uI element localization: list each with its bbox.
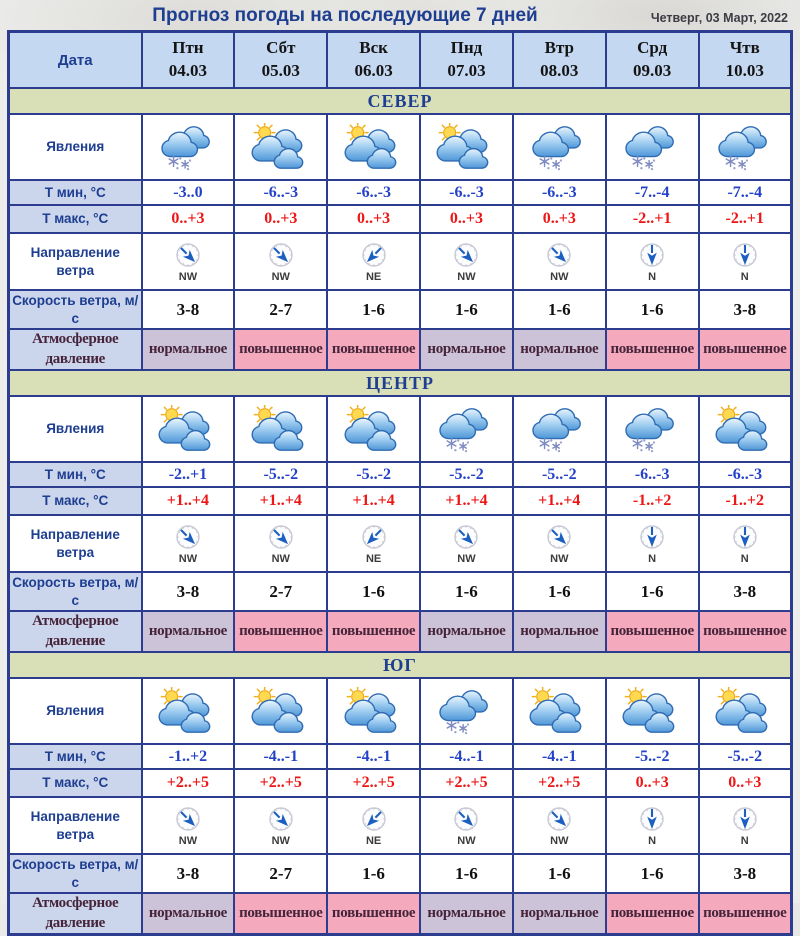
temp-max-value: +2..+5 [142,769,235,797]
wind-speed-value: 3-8 [142,572,235,611]
wind-speed-value: 1-6 [420,854,513,893]
day-column-header [606,32,699,89]
phenomena-cell [699,114,792,180]
wind-direction-cell [420,515,513,572]
temp-min-value: -6..-3 [234,180,327,205]
wind-speed-value: 1-6 [420,290,513,329]
wind-direction-label: NE [365,271,382,283]
phenomena-cell [513,114,606,180]
temp-max-value: +2..+5 [327,769,420,797]
sun-clouds-icon [714,687,776,735]
snow-cloud-icon [528,121,590,173]
wind-direction-label: NE [365,835,382,847]
wind-direction-cell [142,233,235,290]
sun-clouds-icon [343,687,405,735]
temp-min-value: -4..-1 [327,744,420,769]
wind-direction-label: NW [550,553,569,565]
wind-direction-label: NW [178,835,198,847]
row-label-tmax: Т макс, °С [9,769,142,797]
phenomena-cell [420,396,513,462]
table-row [9,893,792,935]
wind-speed-value: 3-8 [699,854,792,893]
wind-direction-compass-icon [266,804,296,834]
wind-direction-compass-icon [266,522,296,552]
wind-direction-cell [699,797,792,854]
wind-direction-cell [606,233,699,290]
table-row [9,396,792,462]
sun-clouds-icon [714,405,776,453]
wind-direction-compass-icon [544,804,574,834]
wind-direction-label: N [648,271,657,283]
phenomena-cell [327,396,420,462]
pressure-value: повышенное [699,611,792,652]
table-row [9,797,792,854]
day-date: 07.03 [447,61,486,80]
wind-direction-cell [327,797,420,854]
pressure-value: повышенное [699,329,792,370]
wind-speed-value: 2-7 [234,290,327,329]
wind-direction-label: NW [271,271,290,283]
wind-direction-compass-icon [173,804,203,834]
row-label-wind_dir: Направление ветра [9,797,142,854]
wind-direction-label: NW [457,553,476,565]
temp-min-value: -7..-4 [699,180,792,205]
wind-direction-label: NW [457,271,476,283]
section-header-row [9,370,792,396]
snow-cloud-icon [435,403,497,455]
pressure-value: нормальное [513,329,606,370]
wind-speed-value: 2-7 [234,572,327,611]
pressure-value: нормальное [513,611,606,652]
day-date: 09.03 [633,61,672,80]
temp-min-value: -5..-2 [234,462,327,487]
snow-cloud-icon [528,403,590,455]
table-row [9,515,792,572]
wind-direction-compass-icon [544,240,574,270]
table-row [9,678,792,744]
wind-direction-compass-icon [359,804,389,834]
date-header-row [9,32,792,89]
day-name: Вск [359,38,388,58]
temp-min-value: -6..-3 [420,180,513,205]
sun-clouds-icon [343,123,405,171]
wind-speed-value: 1-6 [606,290,699,329]
table-row [9,233,792,290]
row-label-wind_speed: Скорость ветра, м/с [9,290,142,329]
section-header-row [9,652,792,678]
temp-max-value: +2..+5 [513,769,606,797]
day-column-header [699,32,792,89]
phenomena-cell [142,678,235,744]
row-label-wind_speed: Скорость ветра, м/с [9,854,142,893]
temp-max-value: -2..+1 [606,205,699,233]
pressure-value: повышенное [327,611,420,652]
temp-max-value: 0..+3 [606,769,699,797]
row-label-tmax: Т макс, °С [9,205,142,233]
day-column-header [142,32,235,89]
day-date: 05.03 [261,61,300,80]
pressure-value: повышенное [327,329,420,370]
wind-speed-value: 1-6 [327,854,420,893]
day-name: Чтв [729,38,760,58]
day-column-header [420,32,513,89]
temp-max-value: 0..+3 [420,205,513,233]
wind-speed-value: 2-7 [234,854,327,893]
pressure-value: повышенное [699,893,792,935]
snow-cloud-icon [621,121,683,173]
wind-direction-label: NW [550,835,569,847]
temp-min-value: -4..-1 [234,744,327,769]
table-row [9,180,792,205]
day-name: Срд [637,38,668,58]
temp-max-value: 0..+3 [699,769,792,797]
pressure-value: повышенное [606,893,699,935]
table-row [9,769,792,797]
table-row [9,205,792,233]
phenomena-cell [327,678,420,744]
wind-direction-cell [513,797,606,854]
phenomena-cell [606,678,699,744]
pressure-value: повышенное [327,893,420,935]
row-label-wind_dir: Направление ветра [9,515,142,572]
temp-min-value: -6..-3 [606,462,699,487]
wind-speed-value: 1-6 [327,572,420,611]
wind-direction-compass-icon [451,522,481,552]
day-date: 04.03 [168,61,208,80]
wind-speed-value: 1-6 [606,572,699,611]
phenomena-cell [513,678,606,744]
temp-min-value: -5..-2 [606,744,699,769]
pressure-value: повышенное [606,611,699,652]
temp-min-value: -4..-1 [420,744,513,769]
wind-direction-compass-icon [637,522,667,552]
temp-max-value: +1..+4 [327,487,420,515]
wind-speed-value: 1-6 [513,290,606,329]
sun-clouds-icon [528,687,590,735]
wind-direction-compass-icon [544,522,574,552]
wind-speed-value: 3-8 [142,290,235,329]
wind-direction-label: N [740,271,749,283]
pressure-value: нормальное [142,893,235,935]
snow-cloud-icon [435,685,497,737]
wind-speed-value: 3-8 [142,854,235,893]
temp-max-value: 0..+3 [234,205,327,233]
pressure-value: нормальное [513,893,606,935]
wind-direction-compass-icon [359,240,389,270]
row-label-phenomena: Явления [9,114,142,180]
sun-clouds-icon [250,687,312,735]
wind-speed-value: 3-8 [699,572,792,611]
sun-clouds-icon [621,687,683,735]
table-row [9,487,792,515]
wind-speed-value: 1-6 [420,572,513,611]
forecast-table [7,30,793,936]
phenomena-cell [699,678,792,744]
wind-direction-cell [420,797,513,854]
row-label-tmax: Т макс, °С [9,487,142,515]
row-label-phenomena: Явления [9,678,142,744]
snow-cloud-icon [157,121,219,173]
phenomena-cell [142,396,235,462]
current-date: Четверг, 03 Март, 2022 [650,11,788,25]
table-row [9,611,792,652]
pressure-value: повышенное [234,893,327,935]
temp-min-value: -6..-3 [699,462,792,487]
section-header-row [9,88,792,114]
wind-direction-compass-icon [173,522,203,552]
snow-cloud-icon [621,403,683,455]
table-row [9,744,792,769]
wind-direction-cell [327,233,420,290]
temp-min-value: -5..-2 [699,744,792,769]
day-date: 08.03 [540,61,579,80]
wind-direction-label: NE [365,553,382,565]
temp-max-value: +2..+5 [420,769,513,797]
wind-direction-cell [513,515,606,572]
temp-max-value: -1..+2 [699,487,792,515]
wind-direction-cell [234,797,327,854]
phenomena-cell [606,396,699,462]
day-name: Сбт [266,38,296,58]
temp-min-value: -5..-2 [327,462,420,487]
temp-min-value: -4..-1 [513,744,606,769]
wind-direction-compass-icon [451,804,481,834]
row-label-tmin: Т мин, °С [9,744,142,769]
wind-direction-label: NW [550,271,569,283]
row-label-pressure: Атмосферное давление [9,893,142,935]
pressure-value: нормальное [142,329,235,370]
row-label-phenomena: Явления [9,396,142,462]
phenomena-cell [327,114,420,180]
temp-min-value: -5..-2 [420,462,513,487]
wind-direction-cell [142,797,235,854]
pressure-value: повышенное [606,329,699,370]
temp-min-value: -5..-2 [513,462,606,487]
wind-direction-cell [606,797,699,854]
table-row [9,462,792,487]
wind-speed-value: 1-6 [513,854,606,893]
temp-max-value: 0..+3 [142,205,235,233]
pressure-value: нормальное [142,611,235,652]
wind-direction-cell [513,233,606,290]
temp-max-value: -2..+1 [699,205,792,233]
phenomena-cell [513,396,606,462]
temp-min-value: -2..+1 [142,462,235,487]
phenomena-cell [234,678,327,744]
day-date: 10.03 [725,61,764,80]
date-column-header: Дата [9,32,142,89]
phenomena-cell [234,114,327,180]
temp-max-value: +1..+4 [142,487,235,515]
temp-min-value: -1..+2 [142,744,235,769]
sun-clouds-icon [157,405,219,453]
pressure-value: нормальное [420,893,513,935]
temp-min-value: -6..-3 [327,180,420,205]
temp-min-value: -7..-4 [606,180,699,205]
temp-max-value: 0..+3 [327,205,420,233]
temp-max-value: +1..+4 [420,487,513,515]
wind-direction-compass-icon [637,240,667,270]
wind-direction-compass-icon [266,240,296,270]
wind-direction-compass-icon [451,240,481,270]
day-name: Пнд [450,38,483,58]
temp-max-value: +1..+4 [234,487,327,515]
temp-max-value: -1..+2 [606,487,699,515]
row-label-pressure: Атмосферное давление [9,329,142,370]
weather-forecast-page [0,3,800,936]
temp-max-value: +1..+4 [513,487,606,515]
phenomena-cell [606,114,699,180]
wind-direction-cell [234,515,327,572]
wind-direction-compass-icon [730,522,760,552]
row-label-wind_dir: Направление ветра [9,233,142,290]
day-column-header [513,32,606,89]
pressure-value: нормальное [420,329,513,370]
phenomena-cell [699,396,792,462]
wind-direction-cell [606,515,699,572]
wind-direction-label: N [648,553,657,565]
wind-direction-cell [327,515,420,572]
wind-direction-compass-icon [173,240,203,270]
wind-direction-label: NW [457,835,476,847]
table-row [9,114,792,180]
table-row [9,290,792,329]
row-label-wind_speed: Скорость ветра, м/с [9,572,142,611]
sun-clouds-icon [343,405,405,453]
day-column-header [234,32,327,89]
sun-clouds-icon [250,405,312,453]
sun-clouds-icon [250,123,312,171]
pressure-value: нормальное [420,611,513,652]
wind-speed-value: 3-8 [699,290,792,329]
snow-cloud-icon [714,121,776,173]
wind-direction-compass-icon [730,804,760,834]
temp-max-value: +2..+5 [234,769,327,797]
wind-direction-cell [420,233,513,290]
table-row [9,572,792,611]
wind-direction-label: N [740,553,749,565]
wind-direction-cell [234,233,327,290]
temp-min-value: -3..0 [142,180,235,205]
wind-direction-label: N [740,835,749,847]
wind-direction-compass-icon [359,522,389,552]
section-title: ЮГ [9,652,792,678]
sun-clouds-icon [435,123,497,171]
day-name: Втр [544,38,574,58]
wind-direction-compass-icon [730,240,760,270]
page-header [0,3,800,30]
phenomena-cell [420,114,513,180]
wind-speed-value: 1-6 [327,290,420,329]
wind-direction-label: NW [178,553,198,565]
pressure-value: повышенное [234,329,327,370]
wind-direction-cell [142,515,235,572]
row-label-tmin: Т мин, °С [9,180,142,205]
wind-speed-value: 1-6 [513,572,606,611]
wind-direction-cell [699,515,792,572]
day-date: 06.03 [354,61,393,80]
section-title: ЦЕНТР [9,370,792,396]
section-title: СЕВЕР [9,88,792,114]
temp-min-value: -6..-3 [513,180,606,205]
wind-speed-value: 1-6 [606,854,699,893]
phenomena-cell [142,114,235,180]
day-name: Птн [172,38,204,58]
wind-direction-label: NW [178,271,198,283]
wind-direction-label: N [648,835,657,847]
temp-max-value: 0..+3 [513,205,606,233]
row-label-pressure: Атмосферное давление [9,611,142,652]
sun-clouds-icon [157,687,219,735]
table-row [9,854,792,893]
page-title: Прогноз погоды на последующие 7 дней [152,5,538,26]
table-row [9,329,792,370]
wind-direction-label: NW [271,553,290,565]
day-column-header [327,32,420,89]
pressure-value: повышенное [234,611,327,652]
wind-direction-cell [699,233,792,290]
row-label-tmin: Т мин, °С [9,462,142,487]
phenomena-cell [234,396,327,462]
phenomena-cell [420,678,513,744]
wind-direction-compass-icon [637,804,667,834]
wind-direction-label: NW [271,835,290,847]
